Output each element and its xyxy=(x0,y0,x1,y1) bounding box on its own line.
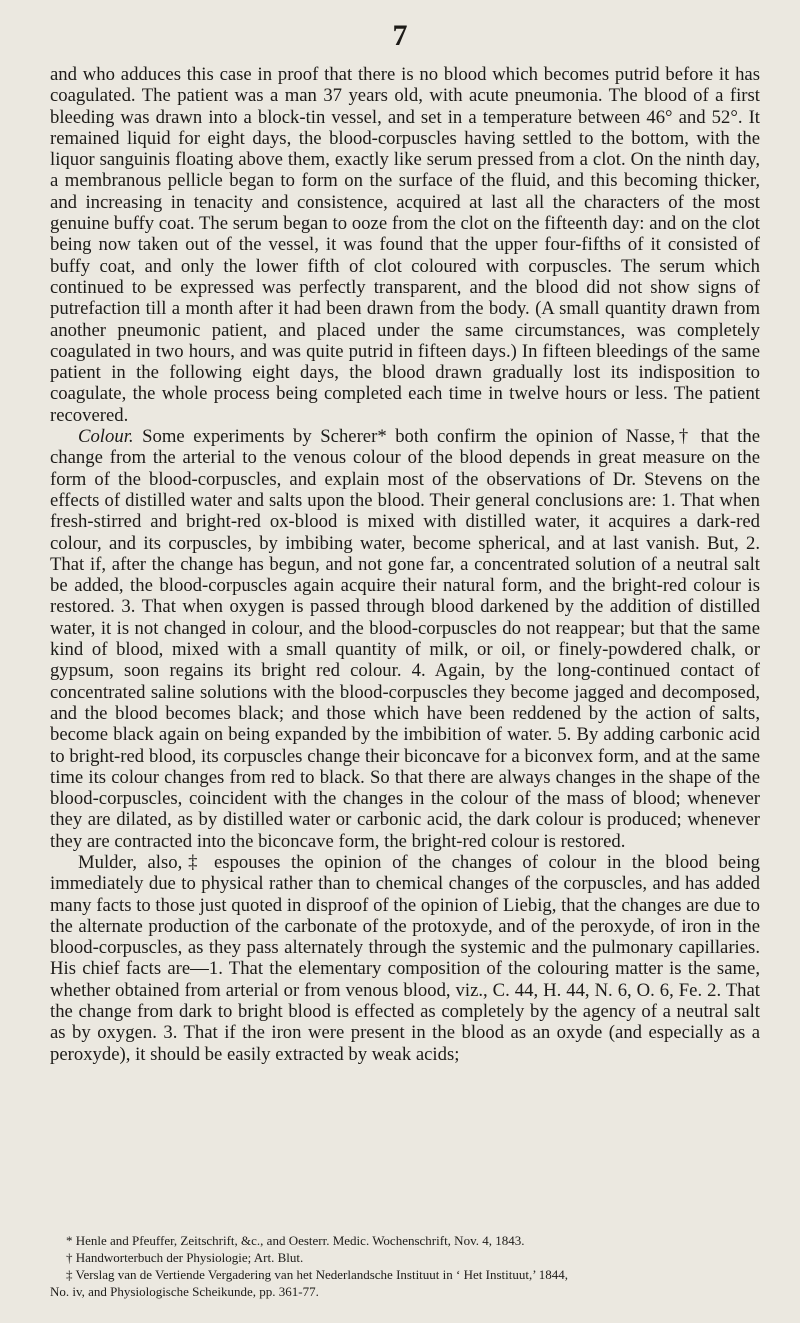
footnote-scherer: * Henle and Pfeuffer, Zeitschrift, &c., and Oesterr. Medic. Wochenschrift, Nov. 4, 1843. xyxy=(66,1233,525,1248)
body-text xyxy=(50,64,760,1065)
paragraph-colour-text: Some experiments by Scherer* both confirm the opinion of Nasse,† that the change from the arterial to the venous colour of the blood depends in great measure on the form of the blood-corpuscles, and explain most of the observations of Dr. Stevens on the effects of distilled water and salts upon the blood. Their general conclusions are: 1. That when fresh-stirred and bright-red ox-blood is mixed with distilled water, it acquires a dark-red colour, and its corpuscles, by imbibing water, become spherical, and at last vanish. But, 2. That if, after the change has begun, and not gone far, a concentrated solution of a neutral salt be added, the blood-corpuscles again acquire their natural form, and the bright-red colour is restored. 3. That when oxygen is passed through blood darkened by the addition of distilled water, it is not changed in colour, and the blood-corpuscles do not reappear; but that the same kind of blood, mixed with a small quantity of milk, or oil, or finely-powdered chalk, or gypsum, soon regains its bright red colour. 4. Again, by the long-continued contact of concentrated saline solutions with the blood-corpuscles they become jagged and decomposed, and the blood becomes black; and those which have been reddened by the action of salts, become black again on being expanded by the imbibition of water. 5. By adding carbonic acid to bright-red blood, its corpuscles change their biconcave for a biconvex form, and at the same time its colour changes from red to black. So that there are always changes in the shape of the blood-corpuscles, coincident with the changes in the colour of the mass of blood; whenever they are dilated, as by distilled water or carbonic acid, the dark colour is produced; whenever they are contracted into the biconcave form, the bright-red colour is restored. xyxy=(50,426,760,852)
footnote-mulder: ‡ Verslag van de Vertiende Vergadering van het Nederlandsche Instituut in ‘ Het Instituut,’ 1844, xyxy=(66,1267,569,1282)
paragraph-colour xyxy=(50,426,760,852)
page-number: 7 xyxy=(392,19,408,52)
paragraph-case-report: and who adduces this case in proof that there is no blood which becomes putrid before it has coagulated. The patient was a man 37 years old, with acute pneumonia. The blood of a first bleeding was drawn into a block-tin vessel, and set in a temperature between 46° and 52°. It remained liquid for eight days, the blood-corpuscles having settled to the bottom, with the liquor sanguinis floating above them, exactly like serum pressed from a clot. On the ninth day, a membranous pellicle began to form on the surface of the fluid, and this becoming thicker, and increasing in tenacity and consistence, acquired at last all the characters of the most genuine buffy coat. The serum began to ooze from the clot on the fifteenth day: and on the clot being now taken out of the vessel, it was found that the upper four-fifths of it consisted of buffy coat, and only the lower fifth of clot coloured with corpuscles. The serum which continued to be expressed was perfectly transparent, and the blood did not show signs of putrefaction till a month after it had been drawn from the body. (A small quantity drawn from another pneumonic patient, and placed under the same circumstances, was completely coagulated in two hours, and was quite putrid in fifteen days.) In fifteen bleedings of the same patient in the following eight days, the blood drawn gradually lost its indisposition to coagulate, the whole process being completed each time in twelve hours or less. The patient recovered. xyxy=(50,64,760,426)
paragraph-mulder: Mulder, also,‡ espouses the opinion of the changes of colour in the blood being immediately due to physical rather than to chemical changes of the corpuscles, and has added many facts to those just quoted in disproof of the opinion of Liebig, that the changes are due to the alternate production of the carbonate of the protoxyde, and of the peroxyde, of iron in the blood-corpuscles, as they pass alternately through the systemic and the pulmonary capillaries. His chief facts are—1. That the elementary composition of the colouring matter is the same, whether obtained from arterial or from venous blood, viz., C. 44, H. 44, N. 6, O. 6, Fe. 2. That the change from dark to bright blood is effected as completely by the agency of a neutral salt as by oxygen. 3. That if the iron were present in the blood as an oxyde (and especially as a peroxyde), it should be easily extracted by weak acids; xyxy=(50,851,760,1065)
footnotes xyxy=(50,1232,764,1300)
footnote-mulder-continued: No. iv, and Physiologische Scheikunde, pp. 361-77. xyxy=(50,1284,319,1299)
footnote-nasse: † Handworterbuch der Physiologie; Art. Blut. xyxy=(66,1250,304,1265)
section-heading-colour: Colour. xyxy=(78,426,134,448)
